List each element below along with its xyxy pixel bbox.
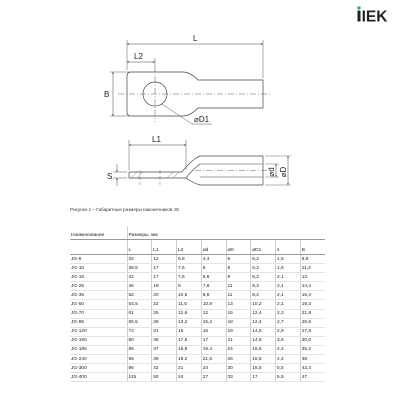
row-value-cell: 14,4: [300, 282, 325, 291]
row-name-cell: JG-240: [70, 355, 127, 364]
row-value-cell: 22: [152, 300, 177, 309]
dim-label-b: B: [104, 90, 110, 99]
row-value-cell: 12: [152, 255, 177, 264]
row-name-cell: JG-150: [70, 336, 127, 345]
row-value-cell: 6: [226, 255, 251, 264]
side-view-labels: [107, 135, 288, 181]
row-value-cell: 8: [177, 282, 202, 291]
col-header: ⌀D: [226, 240, 251, 255]
row-name-cell: JG-300: [70, 364, 127, 373]
row-value-cell: 7,8: [201, 282, 226, 291]
row-value-cell: 35,2: [300, 345, 325, 354]
row-value-cell: 25: [152, 309, 177, 318]
dimensions-table: [70, 226, 325, 382]
table-row: [70, 300, 325, 309]
row-name-cell: JG-25: [70, 282, 127, 291]
row-name-cell: JG-95: [70, 318, 127, 327]
row-value-cell: 27,8: [300, 327, 325, 336]
row-value-cell: 24: [201, 364, 226, 373]
row-value-cell: 17: [201, 336, 226, 345]
col-header: ⌀d: [201, 240, 226, 255]
row-value-cell: 12,4: [251, 309, 276, 318]
table-header-row: [70, 226, 325, 240]
row-value-cell: 2,7: [276, 318, 301, 327]
col-header: ⌀D1: [251, 240, 276, 255]
row-value-cell: 21,6: [201, 355, 226, 364]
row-value-cell: 8: [226, 264, 251, 273]
header-group: Размеры, мм: [127, 226, 325, 240]
row-value-cell: 8,8: [300, 255, 325, 264]
row-value-cell: 39: [152, 355, 177, 364]
row-value-cell: 11,3: [300, 264, 325, 273]
row-value-cell: 38,5: [127, 264, 152, 273]
row-value-cell: 38: [300, 355, 325, 364]
row-value-cell: 7,6: [177, 264, 202, 273]
row-value-cell: 21,8: [300, 309, 325, 318]
row-value-cell: 2,9: [276, 327, 301, 336]
row-value-cell: 6,2: [251, 264, 276, 273]
row-value-cell: 4,4: [276, 345, 301, 354]
row-value-cell: 43,4: [300, 364, 325, 373]
table-row: [70, 291, 325, 300]
row-value-cell: 2,1: [276, 282, 301, 291]
dim-label-l2: L2: [134, 52, 143, 61]
row-value-cell: 10,8: [201, 300, 226, 309]
row-value-cell: 95: [127, 364, 152, 373]
row-name-cell: JG-6: [70, 255, 127, 264]
row-value-cell: 33: [226, 373, 251, 382]
table-row: [70, 364, 325, 373]
row-name-cell: JG-400: [70, 373, 127, 382]
row-value-cell: 12,4: [251, 318, 276, 327]
row-value-cell: 16,4: [300, 291, 325, 300]
row-value-cell: 16: [201, 327, 226, 336]
row-value-cell: 18: [226, 318, 251, 327]
row-value-cell: 54,5: [127, 300, 152, 309]
row-value-cell: 14,5: [251, 336, 276, 345]
row-name-cell: JG-35: [70, 291, 127, 300]
row-value-cell: 26: [226, 355, 251, 364]
row-value-cell: 19,2: [177, 355, 202, 364]
row-value-cell: 17: [152, 273, 177, 282]
row-value-cell: 24: [226, 345, 251, 354]
table-row: [70, 309, 325, 318]
col-header: L2: [177, 240, 202, 255]
row-value-cell: 95: [127, 355, 152, 364]
row-value-cell: 2,1: [276, 291, 301, 300]
row-value-cell: 42: [127, 273, 152, 282]
row-value-cell: 35: [152, 336, 177, 345]
row-value-cell: 85: [127, 345, 152, 354]
row-value-cell: 9: [226, 273, 251, 282]
row-name-cell: JG-50: [70, 300, 127, 309]
row-name-cell: JG-16: [70, 273, 127, 282]
row-value-cell: 6: [201, 264, 226, 273]
row-value-cell: 19,4: [201, 345, 226, 354]
row-value-cell: 16: [177, 327, 202, 336]
row-value-cell: 6,8: [177, 255, 202, 264]
row-value-cell: 14,5: [251, 327, 276, 336]
dim-label-d-inner: ⌀d: [267, 167, 276, 177]
row-value-cell: 11,5: [177, 300, 202, 309]
row-value-cell: 21: [226, 336, 251, 345]
row-value-cell: 8,2: [251, 282, 276, 291]
row-value-cell: 27: [201, 373, 226, 382]
row-value-cell: 15,2: [201, 318, 226, 327]
row-value-cell: 115: [127, 373, 152, 382]
table-row: [70, 255, 325, 264]
row-value-cell: 16,5: [251, 364, 276, 373]
row-value-cell: 16,5: [251, 355, 276, 364]
row-value-cell: 5,9: [276, 373, 301, 382]
logo-lettering: IEK: [361, 8, 387, 22]
row-value-cell: 6,8: [201, 273, 226, 282]
dim-label-l1: L1: [152, 135, 161, 144]
col-header: L1: [152, 240, 177, 255]
row-value-cell: 32: [127, 255, 152, 264]
row-value-cell: 80: [127, 336, 152, 345]
row-value-cell: 52: [127, 291, 152, 300]
row-value-cell: 2,3: [276, 309, 301, 318]
row-name-cell: JG-70: [70, 309, 127, 318]
row-value-cell: 13: [300, 273, 325, 282]
table-row: [70, 355, 325, 364]
row-value-cell: 1,9: [276, 264, 301, 273]
row-value-cell: 21: [177, 364, 202, 373]
row-value-cell: 8,2: [251, 273, 276, 282]
row-value-cell: 3,8: [276, 336, 301, 345]
row-value-cell: 6,2: [251, 255, 276, 264]
header-name: Наименование: [70, 226, 127, 240]
row-value-cell: 13: [226, 300, 251, 309]
row-value-cell: 12,6: [177, 309, 202, 318]
row-value-cell: 13,2: [177, 318, 202, 327]
row-value-cell: 11: [226, 282, 251, 291]
row-value-cell: 16,8: [177, 345, 202, 354]
dim-label-d-outer: ⌀D: [279, 166, 288, 178]
row-value-cell: 50: [152, 373, 177, 382]
row-value-cell: 5,5: [276, 364, 301, 373]
row-value-cell: 37: [152, 345, 177, 354]
row-value-cell: 72: [127, 327, 152, 336]
row-value-cell: 16,5: [251, 345, 276, 354]
row-value-cell: 31: [152, 327, 177, 336]
row-value-cell: 7,6: [177, 273, 202, 282]
row-value-cell: 42: [152, 364, 177, 373]
row-value-cell: 15: [226, 309, 251, 318]
row-value-cell: 10,2: [251, 300, 276, 309]
table-row: [70, 373, 325, 382]
dim-label-d1: ⌀D1: [194, 115, 210, 124]
figure-caption: Рисунок 1 – Габаритные размеры наконечников JG: [70, 207, 180, 212]
row-value-cell: 30: [226, 364, 251, 373]
row-value-cell: 61: [127, 309, 152, 318]
row-name-cell: JG-120: [70, 327, 127, 336]
table-row: [70, 282, 325, 291]
row-value-cell: 2,1: [276, 300, 301, 309]
row-value-cell: 17: [152, 264, 177, 273]
table-row: [70, 264, 325, 273]
row-value-cell: 10,5: [177, 291, 202, 300]
row-value-cell: 12: [201, 309, 226, 318]
col-header: L: [127, 240, 152, 255]
row-value-cell: 4,4: [276, 355, 301, 364]
row-value-cell: 26,5: [300, 318, 325, 327]
row-value-cell: 8,2: [251, 291, 276, 300]
row-value-cell: 17,5: [177, 336, 202, 345]
row-value-cell: 19: [226, 327, 251, 336]
row-value-cell: 1,5: [276, 255, 301, 264]
col-header: s: [276, 240, 301, 255]
row-name-cell: JG-185: [70, 345, 127, 354]
table-row: [70, 273, 325, 282]
row-name-cell: JG-10: [70, 264, 127, 273]
row-value-cell: 47: [300, 373, 325, 382]
row-value-cell: 17: [251, 373, 276, 382]
top-view-labels: [104, 34, 210, 124]
row-value-cell: 24: [177, 373, 202, 382]
row-value-cell: 29: [152, 318, 177, 327]
row-value-cell: 19,3: [300, 300, 325, 309]
row-value-cell: 20: [152, 291, 177, 300]
row-value-cell: 8,8: [201, 291, 226, 300]
table-row: [70, 318, 325, 327]
table-row: [70, 345, 325, 354]
table-row: [70, 336, 325, 345]
dim-label-l: L: [193, 34, 198, 43]
side-view: [113, 140, 291, 186]
row-value-cell: 19: [152, 282, 177, 291]
table-row: [70, 327, 325, 336]
row-value-cell: 11: [226, 291, 251, 300]
dim-label-s: S: [107, 172, 113, 181]
col-header: B: [300, 240, 325, 255]
row-value-cell: 4,4: [201, 255, 226, 264]
row-value-cell: 30,6: [300, 336, 325, 345]
row-value-cell: 46: [127, 282, 152, 291]
row-value-cell: 65,5: [127, 318, 152, 327]
row-value-cell: 2,1: [276, 273, 301, 282]
table-subheader-row: [70, 240, 325, 255]
